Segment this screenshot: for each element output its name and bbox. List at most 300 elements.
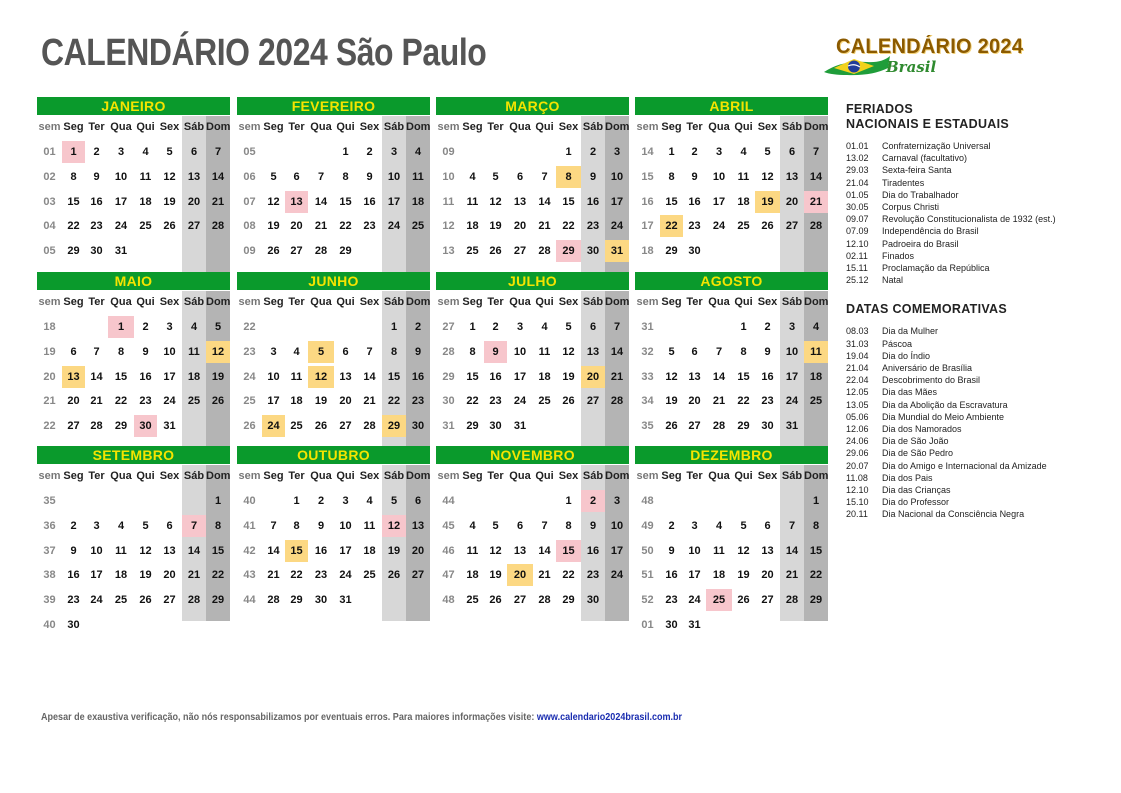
week-number: 12: [442, 220, 455, 233]
week-number: 05: [43, 245, 56, 258]
commemorative-heading: DATAS COMEMORATIVAS: [846, 302, 1008, 317]
day-cell: 25: [139, 220, 152, 233]
day-cell: 22: [339, 220, 352, 233]
weekday-header: Sex: [757, 470, 778, 482]
day-cell: 14: [809, 170, 823, 183]
week-number: 15: [641, 170, 654, 183]
day-cell: 23: [665, 594, 678, 607]
date-item-name: Dia dos Namorados: [882, 424, 962, 435]
date-item-date: 12.06: [846, 424, 869, 435]
weekday-header: Sex: [159, 470, 180, 482]
months-grid: [37, 97, 829, 642]
week-number: 09: [442, 146, 455, 158]
date-item-date: 13.05: [846, 399, 869, 410]
day-cell: 18: [712, 569, 726, 582]
date-item-name: Confraternização Universal: [882, 141, 991, 151]
weekday-header: Qui: [336, 470, 355, 482]
day-cell: 2: [142, 321, 149, 333]
day-cell: 10: [688, 544, 701, 557]
day-cell: 28: [363, 420, 376, 433]
day-cell: 28: [211, 220, 225, 233]
day-cell: 6: [342, 345, 349, 358]
day-cell: 21: [211, 195, 225, 208]
weekday-header: Ter: [686, 296, 703, 308]
day-cell: 4: [414, 146, 422, 158]
weekday-header: Sex: [359, 296, 380, 308]
month-name: JUNHO: [237, 272, 430, 290]
day-cell: 28: [538, 594, 551, 607]
day-cell: 19: [314, 395, 328, 408]
day-cell: 2: [366, 146, 373, 158]
day-cell: 29: [339, 245, 352, 258]
day-cell: 14: [90, 370, 103, 383]
month-5: [237, 272, 430, 447]
week-number: 09: [243, 245, 256, 258]
day-cell: 11: [538, 345, 551, 358]
day-cell: 15: [114, 370, 128, 383]
day-cell: 22: [290, 569, 303, 582]
day-cell: 8: [390, 345, 398, 358]
day-cell: 17: [339, 544, 352, 557]
day-cell: 20: [513, 220, 527, 233]
day-cell: 3: [166, 321, 173, 333]
weekday-header: Qua: [708, 296, 730, 308]
weekday-header: Sex: [558, 296, 579, 308]
day-cell: 8: [342, 170, 349, 183]
date-item-date: 25.12: [846, 275, 869, 286]
day-cell: 25: [737, 220, 750, 233]
day-cell: 26: [665, 420, 678, 433]
day-cell: 9: [764, 345, 771, 358]
holidays-heading: [846, 102, 1116, 132]
day-cell: 22: [211, 569, 225, 582]
day-cell: 13: [688, 370, 701, 383]
day-cell: 6: [70, 345, 77, 358]
day-cell: 15: [387, 370, 401, 383]
day-cell: 25: [706, 589, 732, 611]
day-cell: 25: [290, 420, 303, 433]
weekday-header: Ter: [288, 121, 305, 133]
footer-disclaimer: [41, 711, 682, 723]
weekday-header: Ter: [288, 470, 305, 482]
day-cell: 13: [785, 170, 799, 183]
day-cell: 6: [516, 519, 524, 532]
weekday-header: Seg: [263, 296, 284, 308]
day-cell: 11: [466, 544, 479, 557]
day-cell: 31: [114, 245, 128, 258]
day-cell: 13: [513, 544, 527, 557]
day-cell: 7: [715, 345, 723, 358]
day-cell: 8: [293, 519, 300, 532]
month-days-grid: [635, 291, 828, 447]
week-number: 18: [641, 245, 654, 258]
day-cell: 15: [665, 195, 678, 208]
weekday-header: Sáb: [582, 121, 604, 133]
day-cell: 9: [589, 519, 597, 532]
month-1: [237, 97, 430, 272]
date-item-name: Dia de São João: [882, 436, 949, 447]
day-cell: 6: [166, 519, 173, 532]
date-item-date: 07.09: [846, 226, 869, 237]
weekday-header: Dom: [605, 470, 630, 482]
weekday-header: Qua: [708, 121, 730, 133]
day-cell: 3: [516, 321, 524, 333]
date-item-name: Dia de São Pedro: [882, 448, 954, 459]
day-cell: 5: [166, 146, 173, 158]
date-item: [846, 508, 1116, 520]
day-cell: 7: [270, 519, 277, 532]
month-name: ABRIL: [635, 97, 828, 115]
day-cell: 30: [665, 619, 678, 631]
date-item-date: 02.11: [846, 250, 868, 261]
weekday-header: Qui: [336, 121, 355, 133]
day-cell: 5: [214, 321, 222, 333]
day-cell: 31: [688, 619, 701, 631]
day-cell: 30: [761, 420, 774, 433]
week-number: 48: [641, 495, 654, 507]
date-item-name: Dia do Professor: [882, 497, 950, 508]
day-cell: 10: [785, 345, 799, 358]
date-item-date: 19.04: [846, 350, 869, 361]
day-cell: 22: [809, 569, 823, 582]
week-number: 44: [442, 495, 455, 507]
date-item: [846, 399, 1116, 411]
day-cell: 14: [538, 195, 551, 208]
month-2: [436, 97, 629, 272]
day-cell: 3: [788, 321, 796, 333]
day-cell: 23: [586, 220, 600, 233]
day-cell: 10: [90, 544, 103, 557]
day-cell: 19: [211, 370, 225, 383]
day-cell: 29: [67, 245, 80, 258]
week-number: 30: [442, 395, 455, 408]
day-cell: 27: [513, 594, 527, 607]
day-cell: 23: [139, 395, 152, 408]
day-cell: 4: [812, 321, 820, 333]
day-cell: 9: [142, 345, 149, 358]
day-cell: 1: [668, 146, 675, 158]
date-item-name: Revolução Constitucionalista de 1932 (est.): [882, 214, 1056, 225]
day-cell: 17: [90, 569, 103, 582]
date-item: [846, 386, 1116, 398]
month-name: AGOSTO: [635, 272, 828, 290]
logo-sub-text: Brasil: [886, 58, 937, 76]
holidays-heading-line1: FERIADOS: [846, 102, 913, 116]
weekday-header: sem: [437, 470, 460, 482]
day-cell: 30: [688, 245, 701, 258]
day-cell: 8: [668, 170, 675, 183]
weekday-header: Qua: [310, 121, 332, 133]
weekday-header: Qui: [136, 121, 155, 133]
day-cell: 17: [610, 544, 624, 557]
day-cell: 27: [688, 420, 701, 433]
week-number: 10: [442, 170, 455, 183]
day-cell: 24: [712, 220, 726, 233]
month-name: MAIO: [37, 272, 230, 290]
date-item-date: 08.03: [846, 326, 869, 337]
weekday-header: Qua: [509, 121, 531, 133]
week-number: 29: [442, 370, 455, 383]
month-name: DEZEMBRO: [635, 446, 828, 464]
week-number: 44: [243, 594, 256, 607]
day-cell: 18: [809, 370, 823, 383]
day-cell: 18: [411, 195, 425, 208]
weekday-header: Dom: [206, 121, 231, 133]
day-cell: 26: [139, 594, 152, 607]
day-cell: 18: [466, 220, 479, 233]
day-cell: 28: [187, 594, 201, 607]
week-number: 50: [641, 544, 654, 557]
day-cell: 10: [610, 170, 624, 183]
holidays-heading-line2: NACIONAIS E ESTADUAIS: [846, 117, 1010, 131]
day-cell: 4: [469, 519, 476, 532]
day-cell: 12: [139, 544, 152, 557]
month-3: [635, 97, 828, 272]
day-cell: 26: [211, 395, 225, 408]
weekday-header: Seg: [63, 470, 84, 482]
weekday-header: Sex: [159, 121, 180, 133]
day-cell: 29: [290, 594, 303, 607]
day-cell: 29: [562, 594, 575, 607]
week-number: 02: [43, 170, 56, 183]
date-item: [846, 350, 1116, 362]
day-cell: 8: [469, 345, 476, 358]
day-cell: 6: [589, 321, 597, 333]
day-cell: 13: [163, 544, 176, 557]
week-number: 22: [243, 321, 256, 333]
day-cell: 3: [613, 146, 621, 158]
week-number: 01: [641, 619, 654, 631]
day-cell: 17: [163, 370, 176, 383]
day-cell: 2: [668, 519, 675, 532]
weekday-header: Dom: [206, 296, 231, 308]
week-number: 24: [243, 370, 256, 383]
day-cell: 13: [339, 370, 352, 383]
weekday-header: sem: [636, 296, 659, 308]
weekday-header: Seg: [661, 121, 682, 133]
day-cell: 20: [290, 220, 303, 233]
day-cell: 23: [314, 569, 328, 582]
day-cell: 21: [187, 569, 201, 582]
day-cell: 16: [139, 370, 152, 383]
day-cell: 8: [117, 345, 125, 358]
day-cell: 21: [610, 370, 624, 383]
day-cell: 18: [290, 395, 303, 408]
day-cell: 14: [314, 195, 328, 208]
day-cell: 18: [187, 370, 201, 383]
date-item-date: 29.06: [846, 448, 869, 459]
week-number: 22: [43, 420, 56, 433]
day-cell: 6: [293, 170, 300, 183]
weekday-header: Sáb: [582, 296, 604, 308]
date-item-name: Independência do Brasil: [882, 226, 979, 237]
date-item-name: Proclamação da República: [882, 263, 990, 274]
week-number: 17: [641, 220, 654, 233]
day-cell: 17: [688, 569, 701, 582]
weekday-header: Ter: [487, 470, 504, 482]
day-cell: 11: [188, 345, 200, 358]
day-cell: 27: [411, 569, 425, 582]
weekday-header: sem: [238, 470, 261, 482]
week-number: 40: [43, 619, 56, 631]
day-cell: 24: [688, 594, 701, 607]
day-cell: 22: [466, 395, 479, 408]
day-cell: 16: [363, 195, 376, 208]
day-cell: 21: [712, 395, 726, 408]
day-cell: 11: [139, 170, 152, 183]
day-cell: 18: [114, 569, 128, 582]
day-cell: 3: [93, 519, 100, 532]
day-cell: 11: [412, 170, 424, 183]
day-cell: 4: [366, 495, 373, 507]
date-item-date: 12.10: [846, 238, 869, 249]
week-number: 36: [43, 519, 56, 532]
day-cell: 12: [267, 195, 280, 208]
day-cell: 3: [715, 146, 723, 158]
day-cell: 13: [411, 519, 425, 532]
weekday-header: Sex: [558, 121, 579, 133]
day-cell: 16: [586, 544, 600, 557]
footer-link[interactable]: www.calendario2024brasil.com.br: [536, 711, 683, 723]
weekday-header: Sáb: [383, 296, 405, 308]
day-cell: 29: [382, 415, 406, 437]
day-cell: 21: [785, 569, 799, 582]
week-number: 13: [442, 245, 455, 258]
week-number: 52: [641, 594, 654, 607]
day-cell: 13: [62, 366, 85, 388]
day-cell: 7: [93, 345, 100, 358]
day-cell: 16: [489, 370, 502, 383]
week-number: 37: [43, 544, 56, 557]
day-cell: 9: [668, 544, 675, 557]
month-days-grid: [635, 116, 828, 272]
day-cell: 20: [339, 395, 352, 408]
holidays-list: [846, 140, 1116, 286]
day-cell: 13: [761, 544, 774, 557]
day-cell: 12: [163, 170, 176, 183]
date-item-name: Dia Mundial do Meio Ambiente: [882, 411, 1005, 422]
day-cell: 29: [211, 594, 225, 607]
day-cell: 20: [507, 564, 533, 586]
day-cell: 31: [785, 420, 799, 433]
week-number: 07: [243, 195, 256, 208]
week-number: 19: [43, 345, 56, 358]
weekday-header: Sáb: [781, 296, 803, 308]
day-cell: 6: [764, 519, 771, 532]
day-cell: 31: [339, 594, 352, 607]
day-cell: 30: [90, 245, 103, 258]
date-item: [846, 262, 1116, 274]
day-cell: 21: [363, 395, 376, 408]
date-item: [846, 472, 1116, 484]
day-cell: 8: [556, 166, 581, 188]
weekday-header: Seg: [263, 470, 284, 482]
day-cell: 23: [411, 395, 425, 408]
day-cell: 13: [187, 170, 201, 183]
week-number: 49: [641, 519, 654, 532]
day-cell: 5: [492, 170, 499, 183]
day-cell: 1: [293, 495, 300, 507]
day-cell: 4: [469, 170, 476, 183]
month-days-grid: [37, 116, 230, 272]
day-cell: 29: [737, 420, 750, 433]
date-item: [846, 238, 1116, 250]
day-cell: 23: [363, 220, 376, 233]
month-days-grid: [237, 116, 430, 272]
weekday-header: Sex: [757, 296, 778, 308]
day-cell: 9: [317, 519, 325, 532]
day-cell: 20: [785, 195, 799, 208]
day-cell: 23: [688, 220, 701, 233]
day-cell: 30: [314, 594, 328, 607]
day-cell: 14: [267, 544, 280, 557]
weekday-header: Qui: [136, 296, 155, 308]
week-number: 08: [243, 220, 256, 233]
day-cell: 6: [414, 495, 422, 507]
day-cell: 11: [363, 519, 376, 532]
day-cell: 1: [565, 495, 572, 507]
weekday-header: sem: [38, 121, 61, 133]
weekday-header: Qua: [310, 470, 332, 482]
day-cell: 29: [556, 240, 581, 262]
day-cell: 24: [163, 395, 176, 408]
weekday-header: Qui: [535, 296, 554, 308]
day-cell: 19: [267, 220, 280, 233]
date-item-date: 21.04: [846, 177, 869, 188]
month-9: [237, 446, 430, 621]
week-number: 01: [43, 146, 56, 158]
day-cell: 25: [411, 220, 425, 233]
day-cell: 17: [267, 395, 280, 408]
day-cell: 20: [411, 544, 425, 557]
day-cell: 17: [513, 370, 527, 383]
day-cell: 10: [267, 370, 280, 383]
date-item-date: 15.10: [846, 497, 869, 508]
day-cell: 31: [513, 420, 527, 433]
month-days-grid: [37, 291, 230, 447]
date-item-name: Dia da Abolição da Escravatura: [882, 399, 1008, 410]
week-number: 16: [641, 195, 654, 208]
day-cell: 19: [387, 544, 401, 557]
day-cell: 2: [414, 321, 422, 333]
day-cell: 25: [187, 395, 201, 408]
day-cell: 24: [513, 395, 527, 408]
commemorative-list: [846, 325, 1116, 520]
day-cell: 24: [610, 569, 624, 582]
day-cell: 25: [466, 594, 479, 607]
day-cell: 26: [314, 420, 328, 433]
day-cell: 21: [538, 569, 551, 582]
day-cell: 8: [214, 519, 222, 532]
weekday-header: Dom: [605, 296, 630, 308]
weekday-header: Dom: [406, 470, 431, 482]
date-item: [846, 164, 1116, 176]
day-cell: 16: [586, 195, 600, 208]
day-cell: 15: [737, 370, 750, 383]
day-cell: 27: [761, 594, 774, 607]
day-cell: 10: [712, 170, 726, 183]
day-cell: 5: [142, 519, 149, 532]
date-item-date: 01.05: [846, 189, 869, 200]
day-cell: 16: [761, 370, 774, 383]
day-cell: 13: [285, 191, 308, 213]
weekday-header: Qui: [535, 470, 554, 482]
day-cell: 28: [314, 245, 328, 258]
weekday-header: Seg: [462, 470, 483, 482]
week-number: 14: [641, 146, 654, 158]
month-name: MARÇO: [436, 97, 629, 115]
day-cell: 28: [90, 420, 103, 433]
